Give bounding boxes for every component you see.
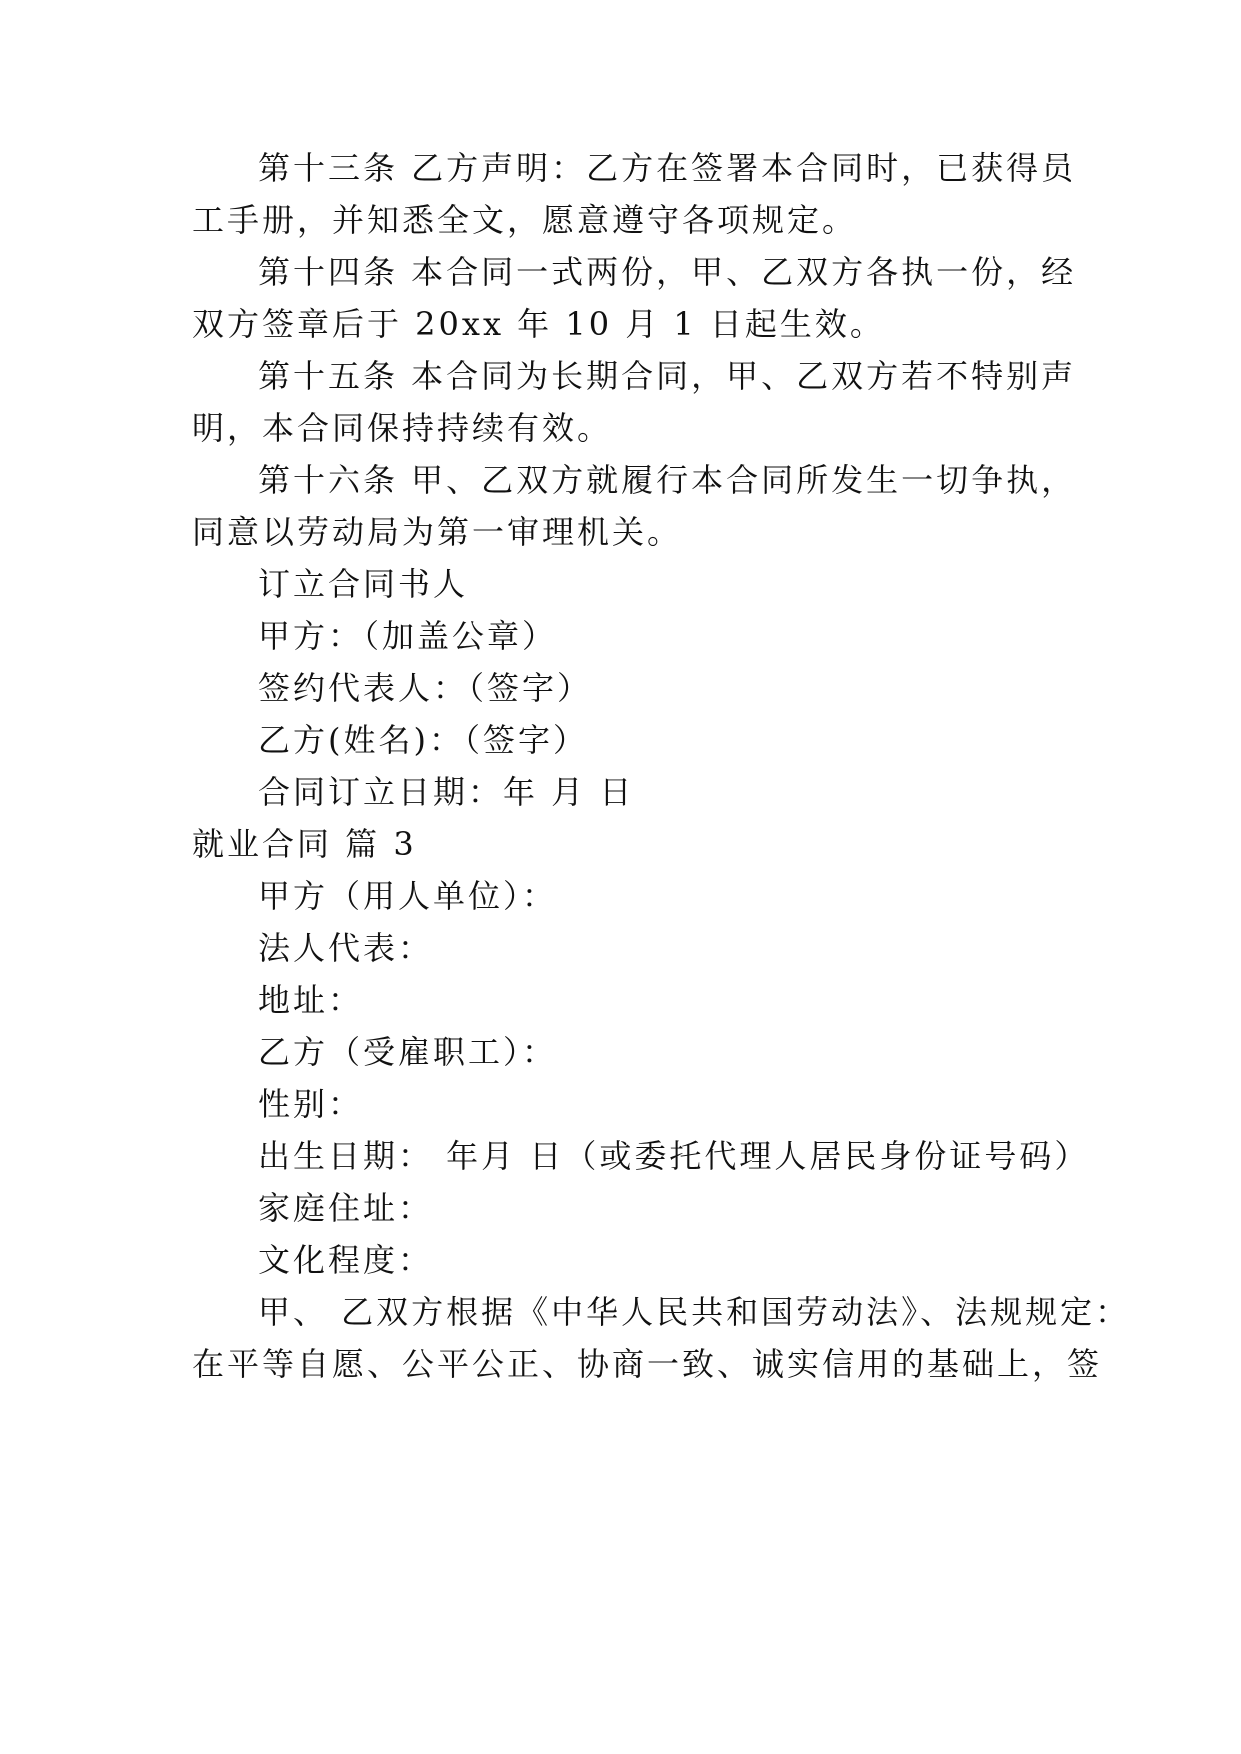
article-14-line-1: 第十四条 本合同一式两份，甲、乙双方各执一份，经 — [258, 253, 1077, 291]
agreement-paragraph-line-2: 在平等自愿、公平公正、协商一致、诚实信用的基础上，签 — [192, 1345, 1103, 1383]
address-field: 地址： — [258, 981, 364, 1019]
representative-signature-line: 签约代表人：（签字） — [258, 669, 593, 707]
article-13-line-2: 工手册，并知悉全文，愿意遵守各项规定。 — [192, 201, 858, 239]
section-title: 就业合同 篇 3 — [192, 825, 417, 863]
contract-date-line: 合同订立日期：年 月 日 — [258, 773, 635, 811]
birth-date-field: 出生日期： 年月 日（或委托代理人居民身份证号码） — [258, 1137, 1090, 1175]
party-a-seal-line: 甲方：（加盖公章） — [258, 617, 558, 655]
article-15-line-1: 第十五条 本合同为长期合同，甲、乙双方若不特别声 — [258, 357, 1077, 395]
article-14-line-2: 双方签章后于 20xx 年 10 月 1 日起生效。 — [192, 305, 885, 343]
gender-field: 性别： — [258, 1085, 364, 1123]
article-13-line-1: 第十三条 乙方声明：乙方在签署本合同时，已获得员 — [258, 149, 1077, 187]
employer-field: 甲方（用人单位）： — [258, 877, 558, 915]
legal-representative-field: 法人代表： — [258, 929, 434, 967]
article-15-line-2: 明，本合同保持持续有效。 — [192, 409, 613, 447]
contract-signers-heading: 订立合同书人 — [258, 565, 469, 603]
article-16-line-2: 同意以劳动局为第一审理机关。 — [192, 513, 683, 551]
party-b-signature-line: 乙方(姓名)：（签字） — [258, 721, 588, 759]
employee-field: 乙方（受雇职工）： — [258, 1033, 558, 1071]
education-field: 文化程度： — [258, 1241, 434, 1279]
article-16-line-1: 第十六条 甲、乙双方就履行本合同所发生一切争执， — [258, 461, 1077, 499]
agreement-paragraph-line-1: 甲、 乙双方根据《中华人民共和国劳动法》、法规规定： — [258, 1293, 1131, 1331]
home-address-field: 家庭住址： — [258, 1189, 434, 1227]
